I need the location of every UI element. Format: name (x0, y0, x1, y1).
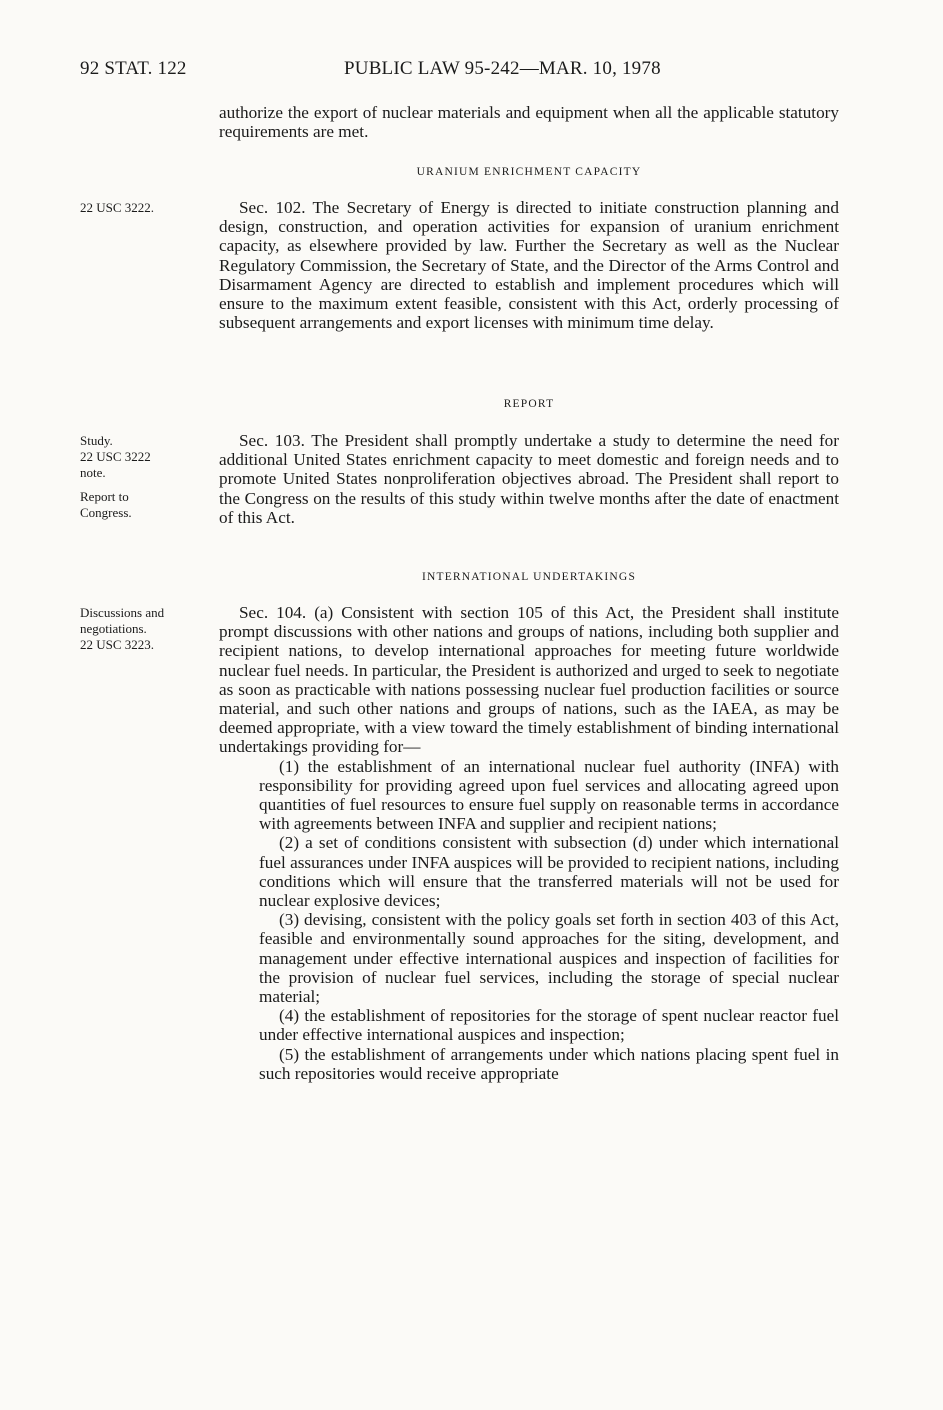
margin-note-sec102 (80, 200, 205, 216)
section-104 (219, 603, 839, 1083)
list-item: (1) the establishment of an international nuclear fuel authority (INFA) with responsibility for providing agreed upon fuel services and allocating agreed upon quantities of fuel resources to ensure fuel supply on reasonable terms in accordance with agreements between INFA and supplier and recipient nations; (259, 756, 839, 834)
margin-note-line: note. (80, 465, 106, 480)
section-103 (219, 431, 839, 527)
section-102 (219, 198, 839, 332)
intro-text: authorize the export of nuclear materials and equipment when all the applicable statutory requirements are met. (219, 103, 839, 142)
margin-note-sec103 (80, 433, 205, 521)
list-item: (2) a set of conditions consistent with subsection (d) under which international fuel assurances under INFA auspices will be provided to recipient nations, including conditions which will ensure that the transferred materials will not be used for nuclear explosive devices; (259, 833, 839, 911)
heading-report: REPORT (503, 398, 555, 410)
margin-note-line: 22 USC 3222. (80, 200, 155, 215)
heading-international-undertakings: INTERNATIONAL UNDERTAKINGS (421, 571, 637, 583)
margin-note-line: Discussions and (80, 605, 165, 620)
margin-note-line: 22 USC 3223. (80, 637, 155, 652)
running-title: PUBLIC LAW 95-242—MAR. 10, 1978 (344, 58, 661, 79)
margin-note-line: 22 USC 3222 (80, 449, 151, 464)
page-stat-number: 92 STAT. 122 (80, 58, 187, 79)
section-104-text: Sec. 104. (a) Consistent with section 105 of this Act, the President shall institute prompt discussions with other nations and groups of nations, including both supplier and recipient nations, to develop international approaches for meeting future worldwide nuclear fuel needs. In particular, the President is authorized and urged to seek to negotiate as soon as practicable with nations possessing nuclear fuel production facilities or source material, and such other nations and groups of nations, such as the IAEA, as may be deemed appropriate, with a view toward the timely establishment of binding international undertakings providing for— (219, 603, 839, 757)
list-item: (3) devising, consistent with the policy goals set forth in section 403 of this Act, feasible and environmentally sound approaches for the siting, development, and management under effective international auspices and inspection of facilities for the provision of nuclear fuel services, including the storage of special nuclear material; (259, 910, 839, 1007)
intro-paragraph (219, 103, 839, 141)
margin-note-line: Congress. (80, 505, 132, 520)
margin-note-line: Study. (80, 433, 113, 448)
margin-note-line: Report to (80, 489, 129, 504)
margin-note-sec104 (80, 605, 205, 653)
section-102-text: Sec. 102. The Secretary of Energy is directed to initiate construction planning and design, construction, and operation activities for expansion of uranium enrichment capacity, as elsewhere provided by law. Further the Secretary as well as the Nuclear Regulatory Commission, the Secretary of State, and the Director of the Arms Control and Disarmament Agency are directed to establish and implement procedures which will ensure to the maximum extent feasible, consistent with this Act, orderly processing of subsequent arrangements and export licenses with minimum time delay. (219, 198, 839, 333)
margin-note-line: negotiations. (80, 621, 147, 636)
heading-uranium-enrichment: URANIUM ENRICHMENT CAPACITY (416, 166, 642, 178)
list-item: (5) the establishment of arrangements under which nations placing spent fuel in such repositories would receive appropriate (259, 1044, 839, 1083)
section-103-text: Sec. 103. The President shall promptly undertake a study to determine the need for additional United States enrichment capacity to meet domestic and foreign needs and to promote United States nonproliferation objectives abroad. The President shall report to the Congress on the results of this study within twelve months after the date of enactment of this Act. (219, 431, 839, 527)
list-item: (4) the establishment of repositories for the storage of spent nuclear reactor fuel under effective international auspices and inspection; (259, 1006, 839, 1045)
